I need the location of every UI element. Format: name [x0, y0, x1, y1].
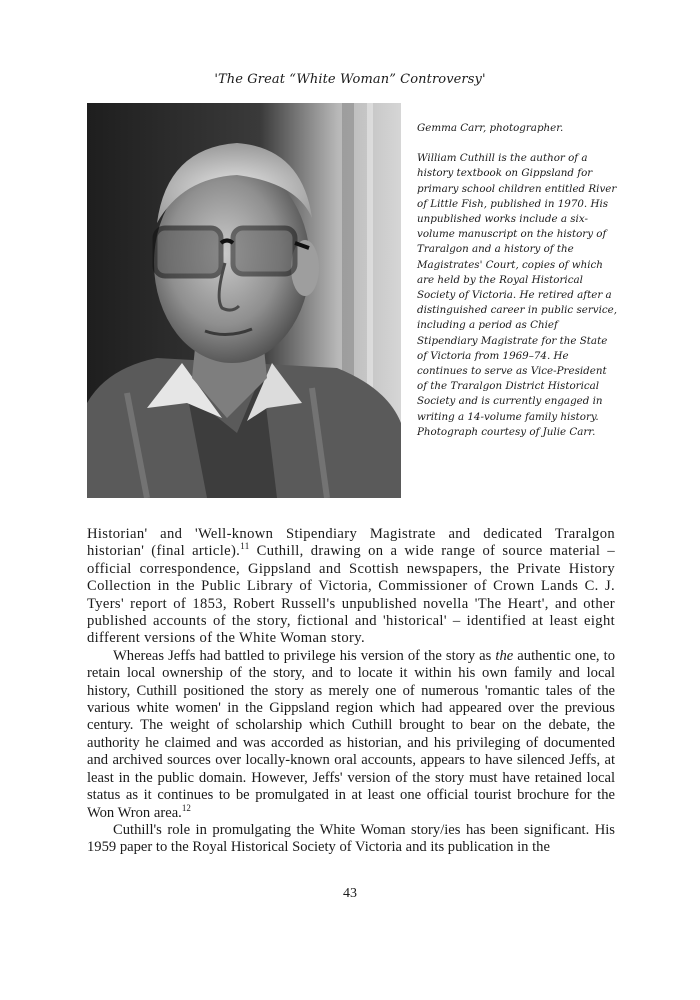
- paragraph-3: Cuthill's role in promulgating the White Woman story/ies has been significant. His 1959 paper to the Royal Historical Society of Victoria and its publication in the: [87, 821, 615, 856]
- portrait-illustration: [87, 103, 401, 498]
- portrait-photo: [87, 103, 401, 498]
- photo-credit: Gemma Carr, photographer.: [417, 122, 564, 134]
- paragraph-1: [87, 526, 615, 648]
- footnote-ref-12: 12: [181, 802, 191, 813]
- caption-text: William Cuthill is the author of a history textbook on Gippsland for primary school children entitled River of Little Fish, published in 1970. His unpublished works include a six-volume manuscript on the history of Traralgon and a history of the Magistrates' Court, copies of which are held by the Royal Historical Society of Victoria. He retired after a distinguished career in public service, including a period as Chief Stipendiary Magistrate for the State of Victoria from 1969–74. He continues to serve as Vice-President of the Traralgon District Historical Society and is currently engaged in writing a 14-volume family history. Photograph courtesy of Julie Carr.: [417, 152, 618, 438]
- paragraph-2-part-a: Whereas Jeffs had battled to privilege his version of the story as: [113, 647, 496, 664]
- paragraph-1-part-b: Cuthill, drawing on a wide range of source material – official correspondence, Gippsland and Scottish newspapers, the Private History Collection in the Public Library of Victoria, Commissioner of Crown Lands C. J. Tyers' report of 1853, Robert Russell's unpublished novella 'The Heart', and other published accounts of the story, fictional and 'historical' – identified at least eight different versions of the White Woman story.: [87, 543, 615, 647]
- page-number: 43: [343, 886, 357, 901]
- footnote-ref-11: 11: [240, 541, 250, 552]
- paragraph-2-emphasis: the: [495, 647, 514, 664]
- paragraph-2-part-b: authentic one, to retain local ownership of the story, and to locate it within his own family and local history, Cuthill positioned the story as merely one of numerous 'romantic tales of the various white women' in the Gippsland region which had appeared over the previous century. The weight of scholarship which Cuthill brought to bear on the debate, the authority he claimed and was accorded as historian, and his privileging of documented and archived sources over locally-known oral accounts, appears to have silenced Jeffs, at least in the public domain. However, Jeffs' version of the story must have retained local status as it continues to be promulgated in at least one official tourist brochure for the Won Wron area.: [87, 647, 615, 821]
- paragraph-2: [87, 648, 615, 822]
- photo-caption: [417, 121, 617, 440]
- paragraph-1-part-a: Historian' and 'Well-known Stipendiary Magistrate and dedicated Traralgon historian' (final article).: [87, 526, 615, 560]
- body-text: [87, 526, 615, 857]
- running-head: 'The Great “White Woman” Controversy': [214, 72, 486, 87]
